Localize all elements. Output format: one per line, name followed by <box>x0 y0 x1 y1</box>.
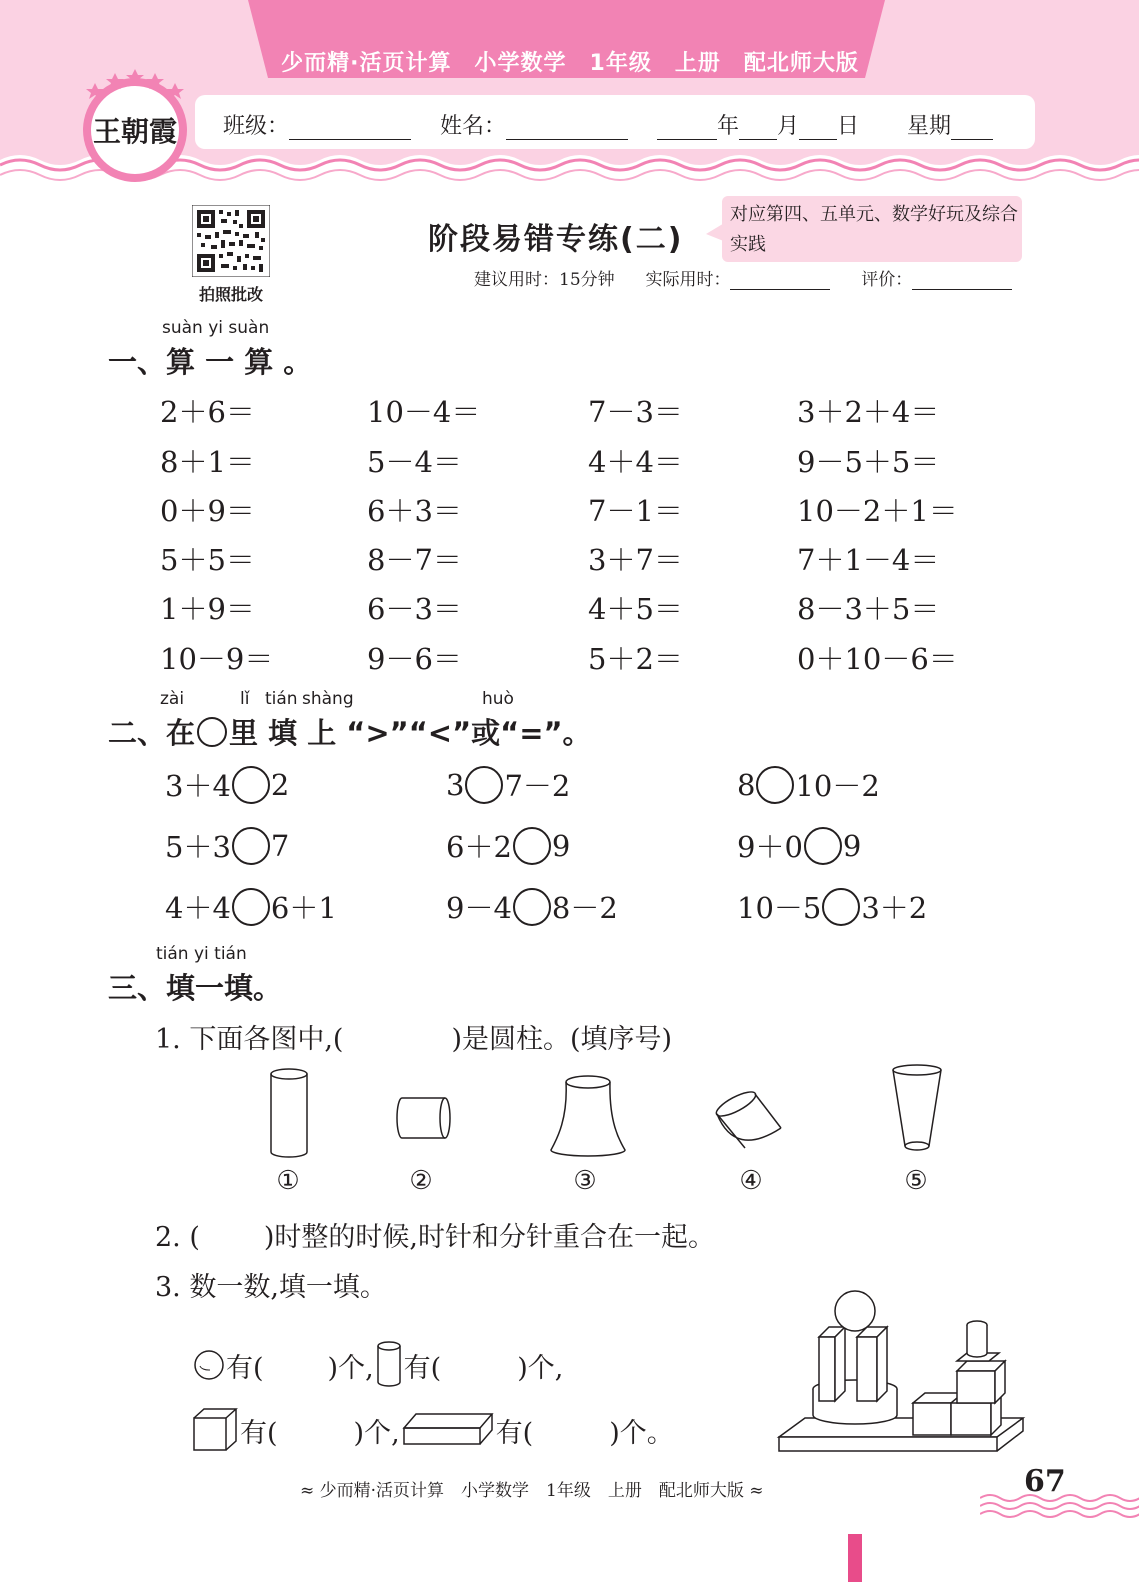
calc-4-1: 5＋5＝ <box>160 543 255 577</box>
answer-circle[interactable] <box>513 827 551 865</box>
calc-4-3: 3＋7＝ <box>588 543 683 577</box>
calc-6-2: 9－6＝ <box>367 642 462 676</box>
answer-circle[interactable] <box>513 888 551 926</box>
calc-3-3: 7－1＝ <box>588 494 683 528</box>
class-field[interactable]: 班级： <box>223 109 411 140</box>
suggested-time: 建议用时：15分钟 <box>474 270 615 290</box>
section3-pinyin: tián yi tián <box>156 944 247 964</box>
compare-2-2: 6＋2 9 <box>446 828 571 864</box>
cylinder-icon <box>374 1340 404 1390</box>
shape-label-2: ② <box>409 1166 433 1196</box>
calc-4-4: 7＋1－4＝ <box>797 543 940 577</box>
shape-label-4: ④ <box>739 1166 763 1196</box>
shape-figures <box>255 1062 955 1207</box>
calc-1-1: 2＋6＝ <box>160 395 255 429</box>
section1-title: 一、算 一 算 。 <box>108 345 313 379</box>
calc-1-2: 10－4＝ <box>367 395 481 429</box>
calc-1-4: 3＋2＋4＝ <box>797 395 940 429</box>
shape-1-cylinder <box>271 1069 307 1157</box>
answer-circle[interactable] <box>232 888 270 926</box>
calc-3-1: 0＋9＝ <box>160 494 255 528</box>
answer-circle[interactable] <box>232 766 270 804</box>
footer-series: ≈ 少而精·活页计算 小学数学 1年级 上册 配北师大版 ≈ <box>300 1481 764 1501</box>
scope-note: 对应第四、五单元、数学好玩及综合实践 <box>730 204 1018 255</box>
calc-6-3: 5＋2＝ <box>588 642 683 676</box>
calc-2-3: 4＋4＝ <box>588 445 683 479</box>
brand-logo <box>75 65 195 185</box>
calc-2-2: 5－4＝ <box>367 445 462 479</box>
cuboid-icon <box>400 1410 496 1450</box>
compare-3-2: 9－4 8－2 <box>446 886 618 927</box>
shape-5-frustum <box>893 1065 941 1150</box>
question-2: 2. ( )时整的时候,时针和分针重合在一起。 <box>155 1222 716 1253</box>
calc-5-3: 4＋5＝ <box>588 592 683 626</box>
qr-code-icon[interactable] <box>192 205 270 277</box>
question-1: 1. 下面各图中,( )是圆柱。(填序号) <box>155 1024 673 1055</box>
date-field[interactable]: 年 月 日 <box>657 109 859 140</box>
section3-title: 三、填一填。 <box>108 971 283 1005</box>
count-row-2: 有( )个, 有( )个。 <box>192 1406 674 1454</box>
calc-5-1: 1＋9＝ <box>160 592 255 626</box>
shape-2-cylinder <box>397 1098 450 1138</box>
sphere-icon <box>192 1348 226 1382</box>
pinyin-huo: huò <box>482 689 514 709</box>
calc-2-1: 8＋1＝ <box>160 445 255 479</box>
shape-label-3: ③ <box>573 1166 597 1196</box>
actual-time-label: 实际用时： <box>645 270 731 290</box>
calc-6-4: 0＋10－6＝ <box>797 642 958 676</box>
answer-circle[interactable] <box>232 827 270 865</box>
calc-3-2: 6＋3＝ <box>367 494 462 528</box>
actual-time-blank[interactable] <box>730 273 830 290</box>
student-info-bar <box>195 95 1035 149</box>
answer-circle[interactable] <box>756 766 794 804</box>
shape-3-curved <box>551 1076 625 1156</box>
calc-5-4: 8－3＋5＝ <box>797 592 940 626</box>
calc-2-4: 9－5＋5＝ <box>797 445 940 479</box>
circle-icon <box>197 717 227 747</box>
evaluation-blank[interactable] <box>912 273 1012 290</box>
section2-title: 二、在 里 填 上 “>”“<”或“=”。 <box>108 716 592 750</box>
answer-circle[interactable] <box>804 827 842 865</box>
qr-caption: 拍照批改 <box>198 285 263 304</box>
compare-1-3: 8 10－2 <box>737 767 880 803</box>
page-number: 67 <box>1024 1464 1066 1499</box>
calc-1-3: 7－3＝ <box>588 395 683 429</box>
pinyin-zai: zài <box>160 689 185 709</box>
count-row-1: 有( )个, 有( )个, <box>192 1340 563 1390</box>
pinyin-li: lǐ <box>240 689 250 709</box>
calc-3-4: 10－2＋1＝ <box>797 494 958 528</box>
calc-5-2: 6－3＝ <box>367 592 462 626</box>
answer-circle[interactable] <box>465 766 503 804</box>
shape-4-tilted-cylinder <box>713 1087 781 1148</box>
pinyin-tian: tián <box>265 689 298 709</box>
compare-2-1: 5＋3 7 <box>165 828 290 864</box>
compare-3-3: 10－5 3＋2 <box>737 886 927 927</box>
timing-row <box>474 265 1012 290</box>
shape-label-5: ⑤ <box>904 1166 928 1196</box>
calc-6-1: 10－9＝ <box>160 642 274 676</box>
question-3: 3. 数一数,填一填。 <box>155 1272 387 1303</box>
compare-1-1: 3＋4 2 <box>165 767 290 803</box>
shape-label-1: ① <box>276 1166 300 1196</box>
compare-1-2: 3 7－2 <box>446 767 571 803</box>
evaluation-label: 评价： <box>861 270 913 290</box>
compare-3-1: 4＋4 6＋1 <box>165 886 337 927</box>
page-tab-marker <box>848 1534 862 1582</box>
calc-4-2: 8－7＝ <box>367 543 462 577</box>
logo-text: 王朝霞 <box>92 115 178 148</box>
answer-circle[interactable] <box>822 888 860 926</box>
stacked-shapes-figure <box>775 1285 1027 1467</box>
cube-icon <box>192 1406 240 1454</box>
compare-2-3: 9＋0 9 <box>737 828 862 864</box>
series-title: 少而精·活页计算 小学数学 1年级 上册 配北师大版 <box>281 51 859 76</box>
weekday-field[interactable]: 星期 <box>907 109 993 140</box>
section1-pinyin: suàn yi suàn <box>162 318 270 338</box>
name-field[interactable]: 姓名： <box>440 109 628 140</box>
page-title: 阶段易错专练(二) <box>428 222 684 257</box>
pinyin-shang: shàng <box>302 689 354 709</box>
